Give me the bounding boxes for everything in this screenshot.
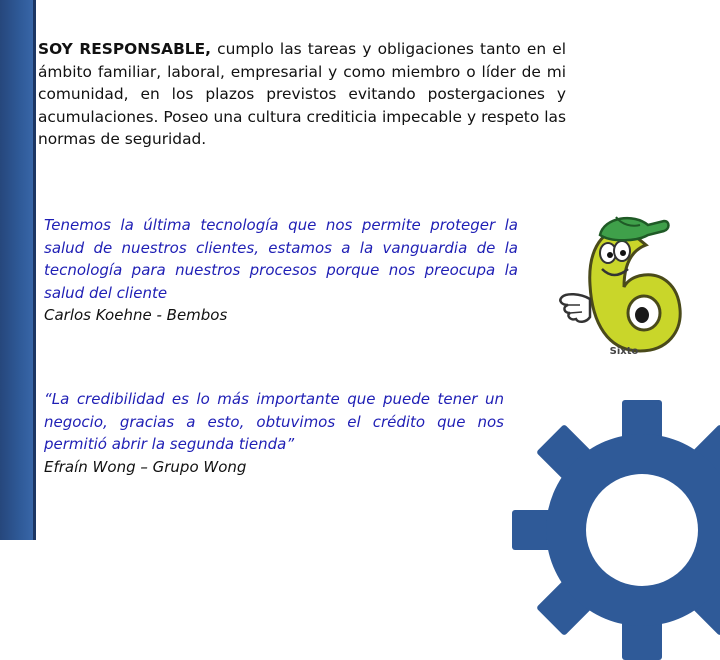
mascot-label: Sixto: [609, 346, 639, 357]
statement-lead: SOY RESPONSABLE,: [38, 40, 211, 58]
quote-wong: [44, 388, 504, 478]
quote-author: Efraín Wong – Grupo Wong: [44, 457, 247, 476]
statement-text: cumplo las tareas y obligaciones tanto en el ámbito familiar, laboral, empresarial y como miembro o líder de mi comunidad, en los plazos previstos evitando postergaciones y acumulaciones. Poseo una cultura crediticia impecable y respeto las normas de seguridad.: [38, 40, 566, 148]
quote-author: Carlos Koehne - Bembos: [44, 306, 228, 324]
gear-icon: [512, 400, 720, 660]
quote-text: Tenemos la última tecnología que nos permite proteger la salud de nuestros clientes, estamos a la vanguardia de la tecnología para nuestros procesos porque nos preocupa la salud del cliente: [44, 216, 518, 302]
left-accent-bar: [0, 0, 36, 540]
responsibility-statement: [38, 38, 566, 151]
number-six-mascot-icon: [552, 205, 692, 363]
quote-bembos: [44, 214, 518, 327]
quote-text: “La credibilidad es lo más importante que puede tener un negocio, gracias a esto, obtuvimos el crédito que nos permitió abrir la segunda tienda”: [44, 390, 504, 453]
